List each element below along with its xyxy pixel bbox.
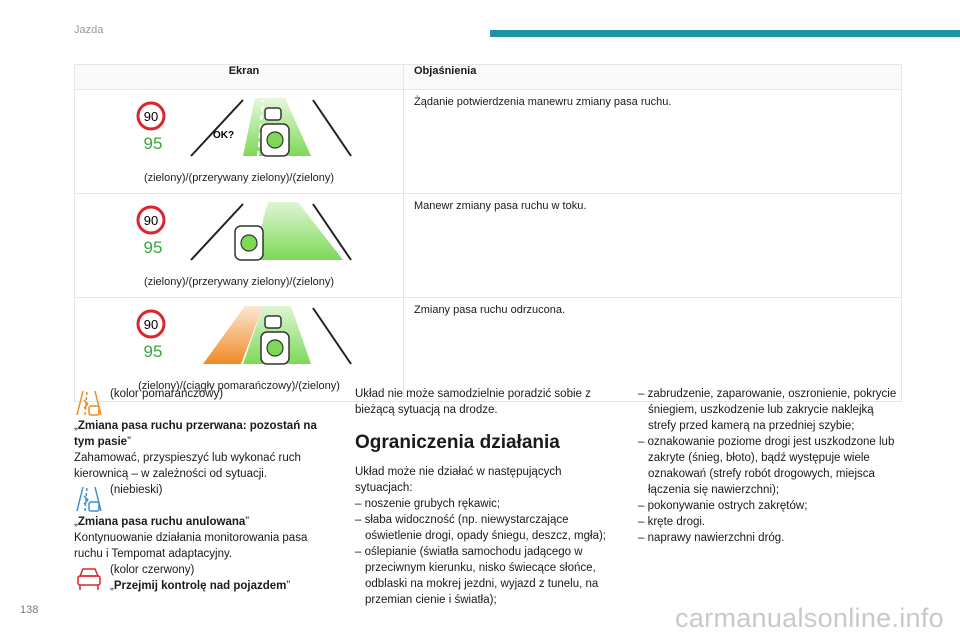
alert-color-text: (kolor pomarańczowy) bbox=[110, 388, 224, 400]
table-row bbox=[75, 90, 902, 194]
screen-caption: (zielony)/(przerywany zielony)/(zielony) bbox=[143, 172, 335, 184]
screen-caption: (zielony)/(ciągły pomarańczowy)/(zielony) bbox=[138, 380, 340, 392]
ok-badge-text: OK? bbox=[213, 130, 235, 141]
alert-description: Kontynuowanie działania monitorowania pasa ruchu i Tempomat adaptacyjny. bbox=[74, 532, 308, 560]
speed-text: 95 bbox=[143, 342, 163, 361]
speed-limit-text: 90 bbox=[143, 213, 159, 228]
table-row bbox=[75, 194, 902, 298]
list-item: – słaba widoczność (np. niewystarczające oświetlenie drogi, opady śniegu, deszcz, mgła); bbox=[355, 514, 606, 542]
right-column bbox=[638, 386, 902, 546]
header-explanation: Objaśnienia bbox=[404, 65, 902, 90]
list-item: – pokonywanie ostrych zakrętów; bbox=[638, 500, 808, 512]
screens-table bbox=[74, 64, 902, 402]
watermark: carmanualsonline.info bbox=[675, 603, 944, 633]
alert-block-red bbox=[74, 562, 336, 594]
lane-change-aborted-icon bbox=[74, 388, 104, 418]
alert-color-text: (niebieski) bbox=[110, 484, 163, 496]
table-header-row bbox=[75, 65, 902, 90]
lane-change-cancelled-icon bbox=[74, 484, 104, 514]
section-heading: Ograniczenia działania bbox=[355, 432, 560, 453]
take-control-icon bbox=[74, 564, 104, 594]
alert-title: „Zmiana pasa ruchu przerwana: pozostań na tym pasie” bbox=[74, 420, 317, 448]
intro-paragraph: Układ nie może samodzielnie poradzić sobie z bieżącą sytuacją na drodze. bbox=[355, 388, 591, 416]
explanation-cell: Manewr zmiany pasa ruchu w toku. bbox=[404, 194, 902, 298]
alert-color-text: (kolor czerwony) bbox=[110, 564, 195, 576]
lane-change-screen-icon bbox=[133, 302, 363, 372]
speed-limit-text: 90 bbox=[143, 317, 159, 332]
screen-caption: (zielony)/(przerywany zielony)/(zielony) bbox=[143, 276, 335, 288]
speed-text: 95 bbox=[143, 238, 163, 257]
list-item: – noszenie grubych rękawic; bbox=[355, 498, 501, 510]
list-item: – naprawy nawierzchni dróg. bbox=[638, 532, 785, 544]
speed-text: 95 bbox=[143, 134, 163, 153]
lane-change-screen-icon bbox=[133, 198, 363, 268]
screen-cell bbox=[75, 194, 404, 298]
alert-block-orange bbox=[74, 386, 336, 418]
alert-block-blue bbox=[74, 482, 336, 514]
alert-description: Zahamować, przyspieszyć lub wykonać ruch kierownicą – w zależności od sytuacji. bbox=[74, 452, 301, 480]
list-item: – oznakowanie poziome drogi jest uszkodzone lub zakryte (śnieg, błoto), bądź występuje wiele oznakowań (strefy robót drogowych, miejsca łączenia się nawierzchni); bbox=[638, 436, 895, 496]
alert-title: „Przejmij kontrolę nad pojazdem” bbox=[110, 580, 291, 592]
speed-limit-text: 90 bbox=[143, 109, 159, 124]
header-screen: Ekran bbox=[75, 65, 404, 90]
alert-title: „Zmiana pasa ruchu anulowana” bbox=[74, 516, 250, 528]
list-item: – kręte drogi. bbox=[638, 516, 706, 528]
explanation-cell: Żądanie potwierdzenia manewru zmiany pasa ruchu. bbox=[404, 90, 902, 194]
list-item: – zabrudzenie, zaparowanie, oszronienie, pokrycie śniegiem, uszkodzenie lub zakrycie naklejką strefy przed kamerą na przedniej szybie; bbox=[638, 388, 897, 432]
header-accent-bar bbox=[490, 30, 960, 37]
lane-change-screen-icon bbox=[133, 94, 363, 164]
explanation-cell: Zmiany pasa ruchu odrzucona. bbox=[404, 298, 902, 402]
screen-cell bbox=[75, 90, 404, 194]
left-column bbox=[74, 386, 336, 594]
list-item: – oślepianie (światła samochodu jadącego w przeciwnym kierunku, nisko świecące słońce, odblaski na mokrej jezdni, wyjazd z tunelu, na przemian cienie i światła); bbox=[355, 546, 599, 606]
page-number: 138 bbox=[20, 604, 39, 616]
middle-column bbox=[355, 386, 620, 608]
lead-paragraph: Układ może nie działać w następujących sytuacjach: bbox=[355, 466, 562, 494]
section-label: Jazda bbox=[74, 24, 104, 36]
